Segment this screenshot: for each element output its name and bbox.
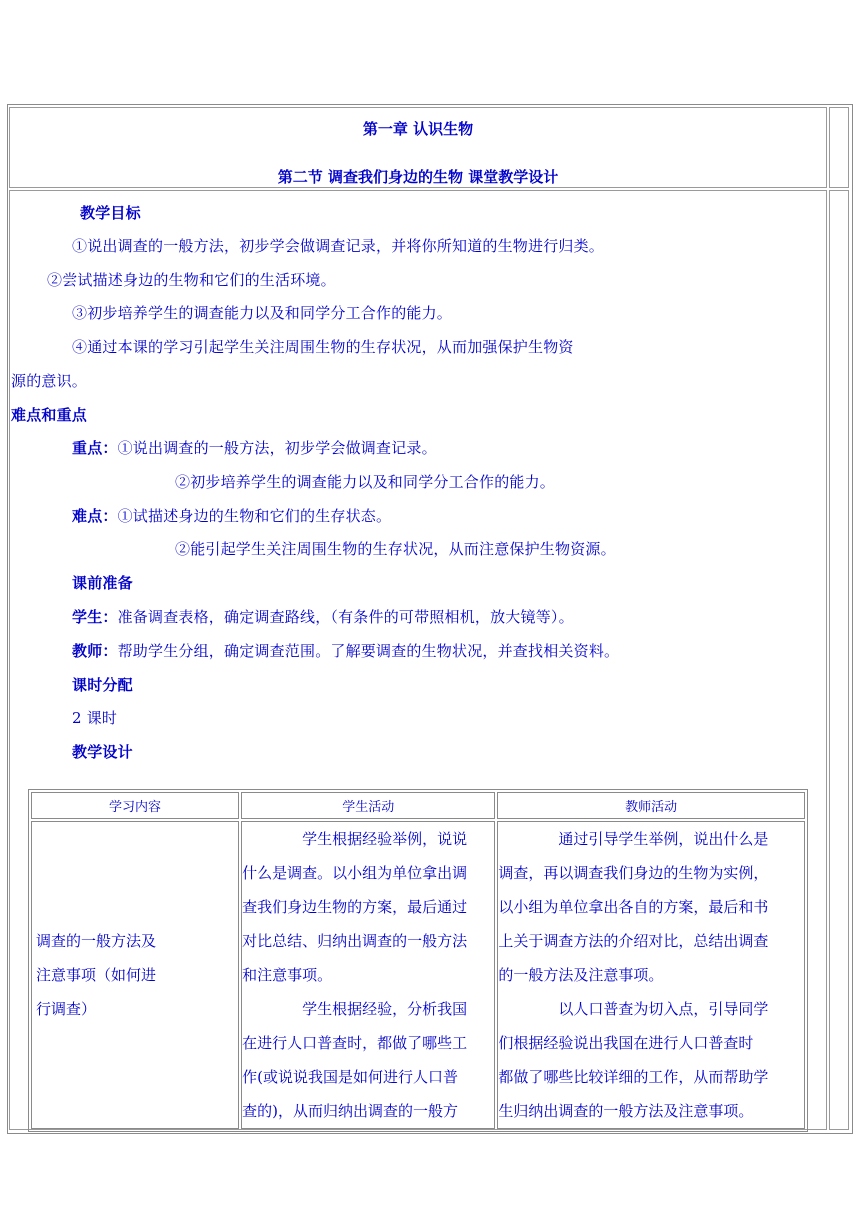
objective-3: ③初步培养学生的调查能力以及和同学分工合作的能力。 xyxy=(72,304,453,322)
objective-2: ②尝试描述身边的生物和它们的生活环境。 xyxy=(47,271,336,289)
objective-4: ④通过本课的学习引起学生关注周围生物的生存状况，从而加强保护生物资 xyxy=(72,338,574,356)
difficult-point-1: 难点：①试描述身边的生物和它们的生存状态。 xyxy=(72,507,392,525)
student-preparation: 学生：准备调查表格，确定调查路线，（有条件的可带照相机，放大镜等）。 xyxy=(72,608,574,626)
objective-1: ①说出调查的一般方法，初步学会做调查记录，并将你所知道的生物进行归类。 xyxy=(72,237,605,255)
key-point-2: ②初步培养学生的调查能力以及和同学分工合作的能力。 xyxy=(175,473,556,491)
section-title: 第二节 调查我们身边的生物 课堂教学设计 xyxy=(277,168,559,186)
header-content: 学习内容 xyxy=(31,792,239,819)
preparation-heading: 课前准备 xyxy=(72,574,133,592)
cell-teacher-activity: 通过引导学生举例，说出什么是 调查，再以调查我们身边的生物为实例， 以小组为单位拿出各自的方案，最后和书 上关于调查方法的介绍对比，总结出调查 的一般方法及注意事项。 以人口普查为切入点，引导同学 们根据经验说出我国在进行人口普查时 都做了哪些比较详细的工作，从而帮助学 生归纳出调查的一般方法及注意事项。 xyxy=(497,821,805,1129)
key-label: 重点： xyxy=(72,439,118,457)
title-side-cell xyxy=(829,107,849,188)
cell-learning-content: 调查的一般方法及 注意事项（如何进 行调查） xyxy=(31,821,239,1129)
cell-student-activity: 学生根据经验举例，说说 什么是调查。以小组为单位拿出调 查我们身边生物的方案，最后通过 对比总结、归纳出调查的一般方法 和注意事项。 学生根据经验，分析我国 在进行人口普查时，都做了哪些工 作(或说说我国是如何进行人口普 查的)，从而归纳出调查的一般方 xyxy=(241,821,495,1129)
schedule-heading: 课时分配 xyxy=(72,676,133,694)
teaching-design-table xyxy=(28,789,808,1132)
student-label: 学生： xyxy=(72,608,118,626)
difficult-label: 难点： xyxy=(72,507,118,525)
key-points-heading: 难点和重点 xyxy=(11,406,88,424)
schedule-value: 2 课时 xyxy=(72,709,118,727)
key-point-1: 重点：①说出调查的一般方法，初步学会做调查记录。 xyxy=(72,439,437,457)
body-side-cell xyxy=(829,190,849,1130)
design-heading: 教学设计 xyxy=(72,743,133,761)
table-header-row xyxy=(31,792,805,819)
difficult-point-2: ②能引起学生关注周围生物的生存状况，从而注意保护生物资源。 xyxy=(175,540,616,558)
header-teacher-activity: 教师活动 xyxy=(497,792,805,819)
chapter-title: 第一章 认识生物 xyxy=(362,120,474,138)
teacher-preparation: 教师：帮助学生分组，确定调查范围。了解要调查的生物状况，并查找相关资料。 xyxy=(72,642,620,660)
teacher-label: 教师： xyxy=(72,642,118,660)
objective-4-continued: 源的意识。 xyxy=(11,372,88,390)
objectives-heading: 教学目标 xyxy=(80,204,141,222)
table-row xyxy=(31,821,805,1129)
header-student-activity: 学生活动 xyxy=(241,792,495,819)
